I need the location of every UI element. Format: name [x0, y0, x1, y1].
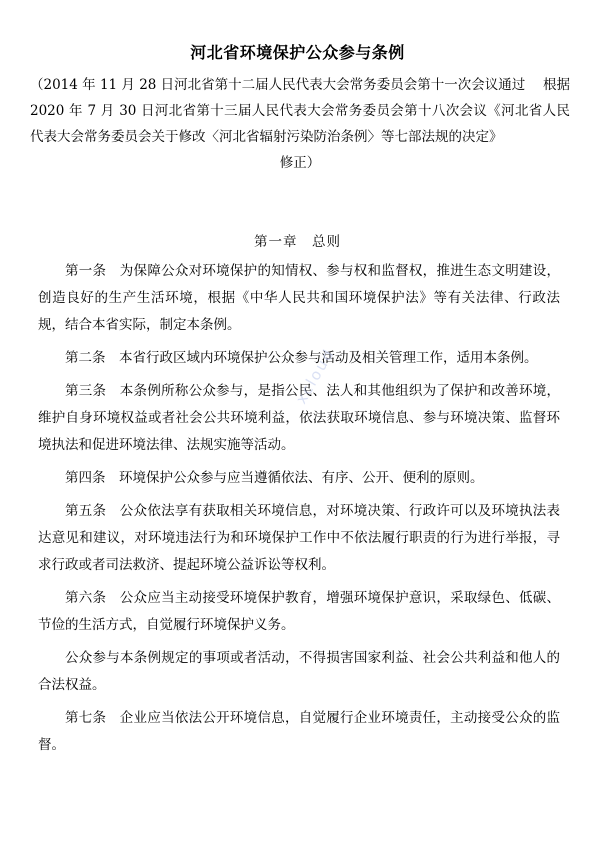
article-text: 本省行政区域内环境保护公众参与活动及相关管理工作，适用本条例。: [119, 350, 538, 366]
adoption-note-text: （2014 年 11 月 28 日河北省第十二届人民代表大会常务委员会第十一次会议通过 根据 2020 年 7 月 30 日河北省第十三届人民代表大会常务委员会第十八次会议《河北省人民代表大会常务委员会关于修改〈河北省辐射污染防治条例〉等七部法规的决定》: [30, 77, 570, 145]
article-paragraph: [38, 645, 560, 699]
article-text: 本条例所称公众参与，是指公民、法人和其他组织为了保护和改善环境，维护自身环境权益或者社会公共环境利益，依法获取环境信息、参与环境决策、监督环境执法和促进环境法律、法规实施等活动。: [38, 383, 561, 453]
article-number: 第七条: [65, 710, 107, 726]
article-text: 企业应当依法公开环境信息，自觉履行企业环境责任，主动接受公众的监督。: [38, 710, 561, 753]
article-paragraph: [38, 465, 560, 492]
adoption-note: [30, 72, 570, 176]
article-number: 第五条: [65, 503, 107, 519]
chapter-heading: 第一章 总则: [254, 234, 341, 250]
document-title: 河北省环境保护公众参与条例: [190, 43, 405, 62]
article-paragraph: [38, 345, 560, 372]
article-number: 第二条: [65, 350, 106, 366]
adoption-note-tail: 修正）: [279, 155, 321, 171]
article-paragraph: [38, 258, 560, 339]
article-number: 第一条: [65, 263, 107, 279]
article-number: 第三条: [65, 383, 107, 399]
article-number: 第四条: [65, 470, 106, 486]
article-number: 第六条: [65, 590, 107, 606]
article-text: 公众参与本条例规定的事项或者活动，不得损害国家利益、社会公共利益和他人的合法权益。: [38, 650, 560, 693]
article-text: 为保障公众对环境保护的知情权、参与权和监督权，推进生态文明建设，创造良好的生产生活环境，根据《中华人民共和国环境保护法》等有关法律、行政法规，结合本省实际，制定本条例。: [38, 263, 561, 333]
articles-body: [38, 258, 560, 765]
article-paragraph: [38, 705, 560, 759]
watermark: xcloud: [292, 344, 339, 407]
article-text: 环境保护公众参与应当遵循依法、有序、公开、便利的原则。: [119, 470, 484, 486]
article-text: 公众应当主动接受环境保护教育，增强环境保护意识，采取绿色、低碳、节俭的生活方式，自觉履行环境保护义务。: [38, 590, 561, 633]
article-paragraph: [38, 498, 560, 579]
article-paragraph: [38, 585, 560, 639]
article-text: 公众依法享有获取相关环境信息，对环境决策、行政许可以及环境执法表达意见和建议，对环境违法行为和环境保护工作中不依法履行职责的行为进行举报，寻求行政或者司法救济、提起环境公益诉讼等权利。: [38, 503, 561, 573]
